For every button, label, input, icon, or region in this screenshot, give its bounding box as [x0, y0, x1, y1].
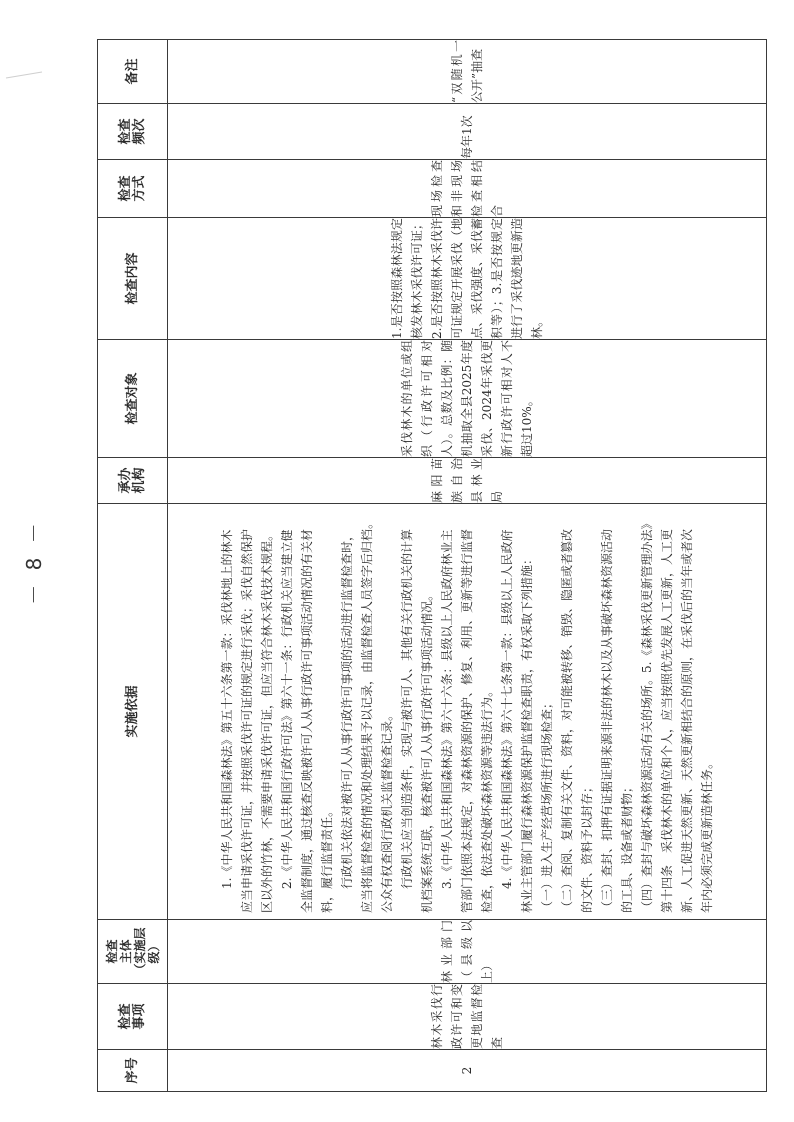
header-subject: 检查 主体 （实施层级） — [98, 920, 168, 984]
basis-line: 1.《中华人民共和国森林法》第五十六条第一款：采伐林地上的林木 — [220, 529, 234, 889]
basis-line: 行政机关依法对被许可人从事行政许可事项的活动进行监督检查时， — [340, 528, 354, 889]
basis-line: 林业主管部门履行森林资源保护监督检查职责，有权采取下列措施： — [520, 552, 534, 913]
basis-line: 机档案系统互联，核查被许可人从事行政许可事项活动情况。 — [420, 588, 434, 913]
header-basis: 实施依据 — [98, 504, 168, 920]
header-content: 检查内容 — [98, 218, 168, 340]
page-number: － 8 － — [22, 519, 46, 605]
basis-line: 应当将监督检查的情况和处理结果予以记录，由监督检查人员签字后归档。 — [360, 516, 374, 913]
corner-mark-icon — [4, 58, 44, 82]
basis-line: 2.《中华人民共和国行政许可法》第六十一条：行政机关应当建立健 — [280, 529, 294, 889]
basis-text-block — [213, 504, 721, 919]
header-agency: 承办 机构 — [98, 458, 168, 504]
cell-frequency: 每年1次 — [168, 104, 767, 160]
cell-agency: 麻阳苗族自治县林业局 — [168, 458, 767, 504]
basis-line: 应当申请采伐许可证，并按照采伐许可证的规定进行采伐；采伐自然保护 — [240, 528, 254, 913]
basis-line: 管部门依照本法规定，对森林资源的保护、修复、利用、更新等进行监督 — [460, 528, 474, 913]
basis-line: （一）进入生产经营场所进行现场检查； — [540, 696, 554, 913]
header-remarks: 备注 — [98, 40, 168, 104]
basis-line: （三）查封、扣押有证据证明来源非法的林木以及从事破坏森林资源活动 — [600, 528, 614, 913]
basis-line: 检查，依法查处破坏森林资源等违法行为。 — [480, 684, 494, 913]
basis-line: 料，履行监督责任。 — [320, 804, 334, 913]
cell-item: 林木采伐行政许可和变更地监督检查 — [168, 984, 767, 1050]
cell-remarks: “双随机一公开”抽查 — [168, 40, 767, 104]
basis-line: 区以外的竹林，不需要申请采伐许可证，但应当符合林木采伐技术规程。 — [260, 528, 274, 913]
cell-content: 1.是否按照森林法规定核发林木采伐许可证；2.是否按照林木采伐许可证规定开展采伐（地点、采伐强度、采伐蓄积等）；3.是否按规定进行了采伐迹地更新造林。 — [168, 218, 767, 340]
cell-seq: 2 — [168, 1050, 767, 1092]
header-frequency: 检查 频次 — [98, 104, 168, 160]
basis-line: 年内必须完成更新造林任务。 — [700, 756, 714, 913]
header-target: 检查对象 — [98, 340, 168, 458]
inspection-table — [97, 39, 767, 1092]
basis-line: 的工具、设备或者财物； — [620, 780, 634, 913]
basis-line: 新、人工促进天然更新、天然更新相结合的原则，在采伐后的当年或者次 — [680, 528, 694, 913]
basis-line: 的文件、资料予以封存； — [580, 780, 594, 913]
basis-line: 第十四条 采伐林木的单位和个人，应当按照优先发展人工更新，人工更 — [660, 528, 674, 913]
basis-line: （二）查阅、复制有关文件、资料，对可能被转移、销毁、隐匿或者篡改 — [560, 528, 574, 913]
basis-line: 行政机关应当创造条件，实现与被许可人、其他有关行政机关的计算 — [400, 528, 414, 889]
basis-line: 公众有权查阅行政机关监督检查记录。 — [380, 708, 394, 913]
cell-basis — [168, 504, 767, 920]
table-header-row — [98, 40, 168, 1092]
basis-line: （四）查封与破坏森林资源活动有关的场所。5.《森林采伐更新管理办法》 — [640, 517, 654, 913]
basis-line: 4.《中华人民共和国森林法》第六十七条第一款：县级以上人民政府 — [500, 529, 514, 889]
cell-method: 现场检查和非现场检查相结合 — [168, 160, 767, 218]
header-method: 检查 方式 — [98, 160, 168, 218]
basis-line: 3.《中华人民共和国森林法》第六十六条：县级以上人民政府林业主 — [440, 529, 454, 889]
cell-subject: 林业部门（县级以上） — [168, 920, 767, 984]
table-row — [168, 40, 767, 1092]
header-seq: 序号 — [98, 1050, 168, 1092]
basis-line: 全监督制度，通过核查反映被许可人从事行政许可事项活动情况的有关材 — [300, 528, 314, 913]
cell-target: 采伐林木的单位或组织（行政许可相对人）。总数及比例：随机抽取全县2025年度采伐、2024年采伐更新行政许可相对人不超过10%。 — [168, 340, 767, 458]
header-item: 检查 事项 — [98, 984, 168, 1050]
